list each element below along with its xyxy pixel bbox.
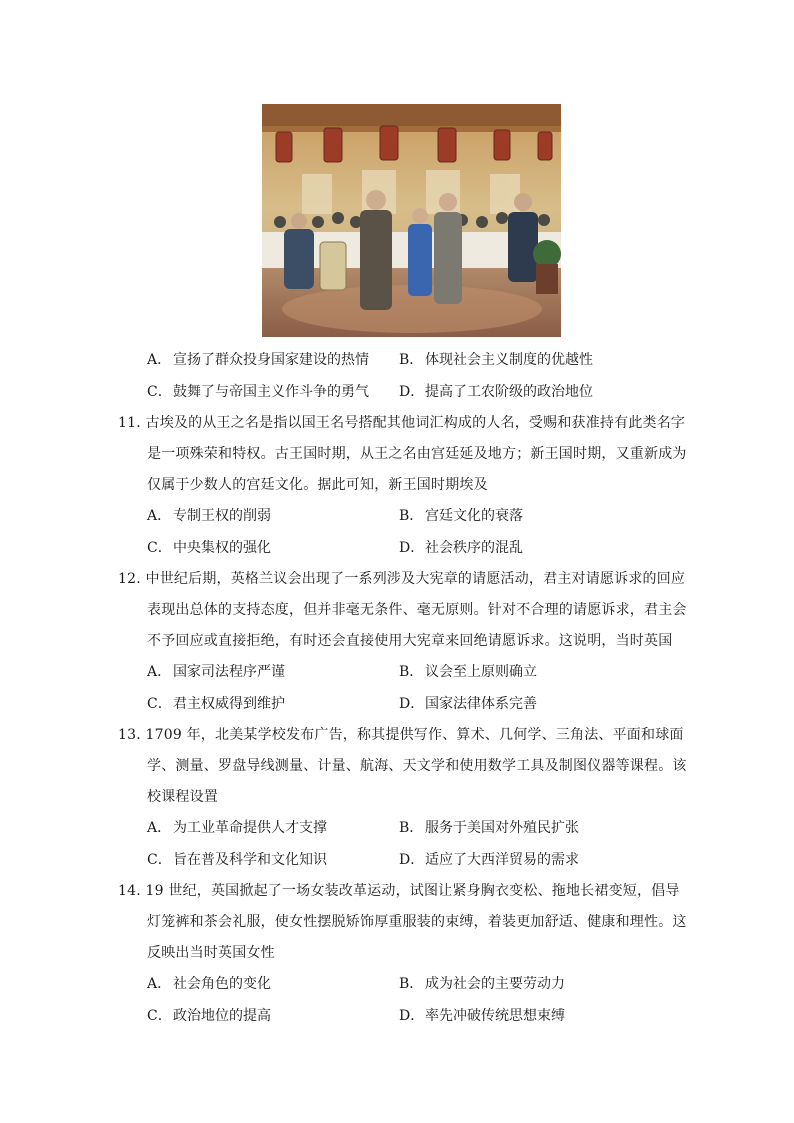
question-12-stem-line: 12. 中世纪后期，英格兰议会出现了一系列涉及大宪章的请愿活动，君主对请愿诉求的回应 [118,571,686,587]
option-text: 政治地位的提高 [173,1008,271,1024]
option-letter: A． [147,976,172,992]
option-text: 社会角色的变化 [173,976,271,992]
option-letter: C． [147,540,172,556]
option-letter: A． [147,664,172,680]
q11-option-a [147,506,271,526]
option-text: 适应了大西洋贸易的需求 [425,852,579,868]
option-text: 中央集权的强化 [173,540,271,556]
option-letter: D． [399,540,425,556]
option-text: 率先冲破传统思想束缚 [425,1008,565,1024]
option-letter: B． [399,664,424,680]
option-letter: C． [147,384,172,400]
q12-option-d [399,694,537,714]
question-14-stem-line: 反映出当时英国女性 [147,945,275,961]
q10-option-a [147,350,369,370]
question-13-stem-line: 学、测量、罗盘导线测量、计量、航海、天文学和使用数学工具及制图仪器等课程。该 [147,758,687,774]
question-13-stem-line: 13. 1709 年，北美某学校发布广告，称其提供写作、算术、几何学、三角法、平面和球面 [118,727,684,743]
question-13-stem-line: 校课程设置 [147,789,218,805]
q13-option-b [399,818,579,838]
option-text: 社会秩序的混乱 [425,540,523,556]
q14-option-a [147,974,271,994]
option-text: 为工业革命提供人才支撑 [173,820,327,836]
q14-option-d [399,1006,565,1026]
q10-option-d [399,382,593,402]
q14-option-c [147,1006,271,1026]
option-text: 服务于美国对外殖民扩张 [425,820,579,836]
option-letter: D． [399,1008,425,1024]
option-text: 鼓舞了与帝国主义作斗争的勇气 [173,384,369,400]
q13-option-c [147,850,327,870]
option-text: 专制王权的削弱 [173,508,271,524]
option-letter: C． [147,852,172,868]
option-text: 旨在普及科学和文化知识 [173,852,327,868]
question-14-stem-line: 灯笼裤和茶会礼服，使女性摆脱矫饰厚重服装的束缚，着装更加舒适、健康和理性。这 [147,914,687,930]
q10-option-c [147,382,369,402]
question-14-stem-line: 14. 19 世纪，英国掀起了一场女装改革运动，试图让紧身胸衣变松、拖地长裙变短，倡导 [118,883,680,899]
q14-option-b [399,974,565,994]
option-letter: A． [147,352,172,368]
question-11-stem-line: 11. 古埃及的从王之名是指以国王名号搭配其他词汇构成的人名，受赐和获准持有此类名字 [118,415,686,431]
question-12-stem-line: 表现出总体的支持态度，但并非毫无条件、毫无原则。针对不合理的请愿诉求，君主会 [147,602,687,618]
option-letter: B． [399,508,424,524]
option-text: 君主权威得到维护 [173,696,285,712]
option-text: 提高了工农阶级的政治地位 [425,384,593,400]
q12-option-a [147,662,285,682]
option-letter: D． [399,852,425,868]
q12-option-c [147,694,285,714]
option-letter: D． [399,696,425,712]
option-text: 国家司法程序严谨 [173,664,285,680]
option-letter: B． [399,820,424,836]
question-11-stem-line: 是一项殊荣和特权。古王国时期，从王之名由宫廷延及地方；新王国时期，又重新成为 [147,446,687,462]
option-text: 国家法律体系完善 [425,696,537,712]
option-text: 宫廷文化的衰落 [425,508,523,524]
q11-option-c [147,538,271,558]
painting-illustration [262,104,561,337]
option-text: 成为社会的主要劳动力 [425,976,565,992]
option-letter: B． [399,976,424,992]
option-text: 议会至上原则确立 [425,664,537,680]
option-text: 体现社会主义制度的优越性 [425,352,593,368]
q11-option-d [399,538,523,558]
question-11-stem-line: 仅属于少数人的宫廷文化。据此可知，新王国时期埃及 [147,477,488,493]
option-letter: A． [147,508,172,524]
option-text: 宣扬了群众投身国家建设的热情 [173,352,369,368]
option-letter: D． [399,384,425,400]
q13-option-d [399,850,579,870]
q13-option-a [147,818,327,838]
option-letter: C． [147,696,172,712]
option-letter: B． [399,352,424,368]
q10-option-b [399,350,593,370]
option-letter: A． [147,820,172,836]
q11-option-b [399,506,523,526]
option-letter: C． [147,1008,172,1024]
q12-option-b [399,662,537,682]
question-12-stem-line: 不予回应或直接拒绝，有时还会直接使用大宪章来回绝请愿诉求。这说明，当时英国 [147,633,673,649]
